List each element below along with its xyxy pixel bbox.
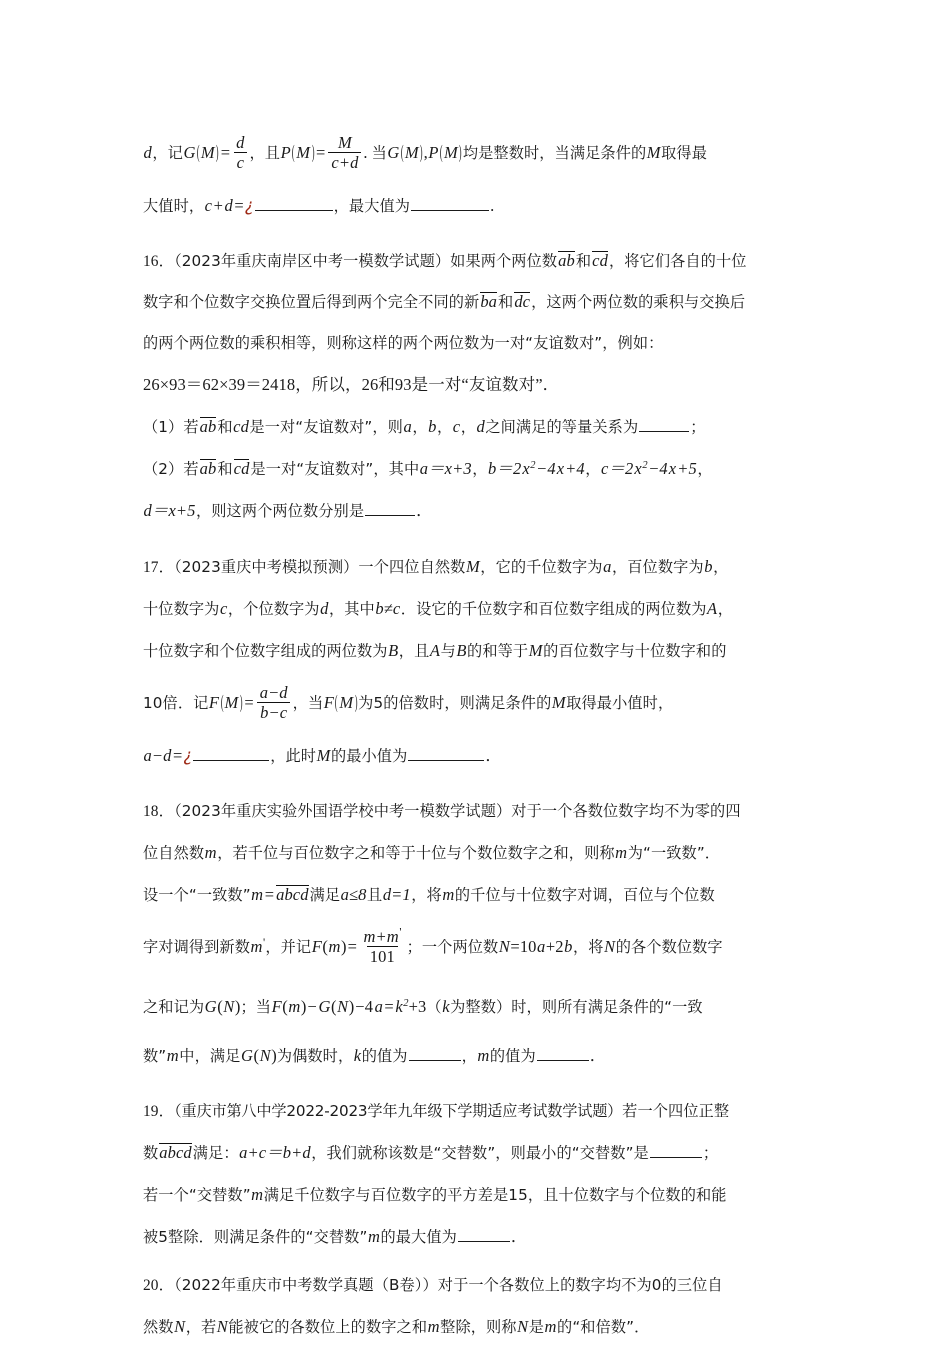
func-F: F — [271, 997, 282, 1016]
separator: , — [423, 143, 428, 162]
paren-open: ( — [439, 142, 443, 163]
text-run: 为“一致数”． — [627, 844, 721, 862]
numerator — [360, 924, 405, 946]
text-run: 的最小值为 — [330, 747, 408, 765]
text-run: 对于一个各数位数字均不为零的四 — [511, 802, 741, 820]
text-run: ，则这两个两位数分别是 — [195, 502, 365, 520]
exponent: 2 — [403, 997, 409, 1009]
question-number: 16． — [143, 253, 175, 270]
q19-line-2 — [143, 1132, 862, 1174]
comma: ， — [460, 418, 476, 436]
q18-line-6 — [143, 1035, 862, 1077]
equation-c-part: −4 — [648, 459, 668, 478]
text-run: ，当 — [292, 694, 324, 712]
paren-close: ) — [216, 142, 219, 163]
text-run: 与 — [440, 642, 456, 660]
minus: − — [307, 997, 317, 1016]
var-A: A — [707, 599, 718, 618]
paren-open: ( — [220, 692, 224, 713]
question-source: （2023重庆中考模拟预测） — [174, 558, 359, 576]
var-d: d — [224, 196, 233, 215]
condition-d-eq-1: d=1 — [382, 885, 411, 904]
comma: ， — [585, 460, 601, 478]
q16-sub-2-line-2 — [143, 490, 862, 532]
equals: = — [384, 997, 394, 1016]
answer-blank[interactable] — [365, 500, 415, 516]
var-x: x — [556, 459, 565, 478]
q17-line-2 — [143, 588, 862, 630]
var-m: m — [477, 1046, 490, 1065]
equals: = — [234, 196, 244, 215]
numerator: M — [337, 133, 352, 152]
text-run: 一个两位数 — [421, 938, 499, 956]
text-run: 数 — [143, 1144, 159, 1162]
text-run: 然数 — [143, 1318, 174, 1336]
numerator-text: m+m — [363, 927, 399, 946]
period: ． — [510, 1227, 528, 1246]
paren-open-cn: （ — [426, 998, 442, 1016]
paren-open: ( — [400, 142, 404, 163]
var-k: k — [353, 1046, 362, 1065]
question-19 — [143, 1091, 862, 1258]
red-marker: ¿ — [183, 746, 193, 765]
q18-line-2 — [143, 832, 862, 874]
var-N: N — [337, 997, 349, 1016]
answer-blank[interactable] — [255, 195, 333, 211]
text-run: 为偶数时， — [276, 1047, 354, 1065]
equation-a: a＝x+3 — [419, 459, 472, 478]
sub-question-label: （2）若 — [143, 460, 199, 478]
example-equation: 26×93＝62×39＝2418，所以，26和93是一对“友谊数对”． — [143, 375, 560, 394]
text-run: 是一对“友谊数对”，则 — [249, 418, 403, 436]
answer-blank[interactable] — [458, 1226, 510, 1242]
paren-open: ( — [292, 142, 295, 163]
equation-part: =10 — [510, 937, 537, 956]
exponent: 2 — [530, 459, 536, 471]
comma: ， — [436, 418, 453, 436]
q19-line-4 — [143, 1216, 862, 1258]
text-run: 之间满足的等量关系为 — [485, 418, 639, 436]
var-m: m — [250, 937, 263, 956]
question-20 — [143, 1265, 862, 1348]
condition-b-ne-c: b≠c — [375, 599, 401, 618]
q20-line-1 — [143, 1265, 862, 1306]
var-N: N — [498, 937, 510, 956]
denominator: c+d — [328, 152, 361, 172]
prime-mark: ' — [399, 924, 402, 939]
text-run: 数字和个位数字交换位置后得到两个完全不同的新 — [143, 293, 480, 311]
paren-close: ) — [420, 142, 423, 163]
var-x: x — [668, 459, 677, 478]
var-d: d — [320, 599, 329, 618]
question-source: （2022年重庆市中考数学真题（B卷）） — [174, 1276, 438, 1294]
text-he: 和 — [217, 418, 233, 436]
semicolon: ； — [702, 1144, 719, 1162]
question-18 — [143, 791, 862, 1077]
var-M: M — [339, 693, 354, 712]
var-a: a — [537, 937, 546, 956]
text-run: ；当 — [240, 998, 272, 1016]
fraction-d-over-c — [233, 134, 247, 173]
text-run: ，百位数字为 — [611, 558, 704, 576]
denominator: c — [234, 152, 247, 172]
question-number: 19． — [143, 1103, 175, 1120]
var-N: N — [216, 1317, 228, 1336]
func-G: G — [204, 997, 217, 1016]
var-N: N — [259, 1046, 271, 1065]
func-P: P — [428, 143, 439, 162]
text-run: 的百位数字与十位数字和的 — [543, 642, 727, 660]
q15-line-2 — [143, 185, 862, 227]
text-he: 和 — [498, 293, 514, 311]
expression-a-minus-d: a−d — [143, 746, 172, 765]
text-he: 和 — [575, 252, 592, 270]
text-run: ，且 — [398, 642, 430, 660]
var-M: M — [646, 143, 661, 162]
equation-c-part: c＝2 — [601, 459, 634, 478]
label-dang: 当 — [371, 144, 387, 162]
var-A: A — [429, 641, 441, 660]
fraction-m-plus-mprime-over-101 — [360, 924, 405, 967]
q17-line-3 — [143, 630, 862, 672]
answer-blank[interactable] — [408, 745, 484, 761]
text-run: 取得最 — [661, 144, 708, 162]
paren-open: ( — [330, 997, 337, 1016]
paren-open: ( — [335, 692, 338, 713]
text-run: 十位数字为 — [143, 600, 220, 618]
var-k: k — [395, 997, 403, 1016]
equation-b-part: −4 — [536, 459, 556, 478]
equals: = — [316, 143, 326, 162]
overline-abcd: abcd — [159, 1143, 192, 1162]
text-run: 的最大值为 — [380, 1228, 457, 1246]
var-m: m — [204, 843, 217, 862]
text-run: 取得最小值时， — [566, 694, 674, 712]
paren-close: ) — [271, 1046, 277, 1065]
var-m: m — [166, 1046, 179, 1065]
overline-ab: ab — [558, 251, 575, 270]
text-run: 之和记为 — [143, 998, 205, 1016]
text-run: ，这两个两位数的乘积与交换后 — [531, 293, 746, 311]
var-m: m — [427, 1317, 440, 1336]
text-run: 是 — [528, 1318, 544, 1336]
label-qie: 且 — [367, 886, 383, 904]
text-run: ，它的千位数字为 — [480, 558, 603, 576]
overline-cd: cd — [592, 251, 608, 270]
prime-mark: ' — [263, 934, 266, 949]
var-m: m — [328, 937, 341, 956]
var-N: N — [174, 1317, 186, 1336]
text-run: 的值为 — [489, 1047, 536, 1065]
text-run: 是一对“友谊数对”，其中 — [250, 460, 420, 478]
answer-blank[interactable] — [639, 416, 689, 432]
paren-close: ) — [300, 997, 307, 1016]
equation-c-part: +5 — [677, 459, 697, 478]
equals: = — [244, 693, 254, 712]
label-qie: 且 — [264, 144, 281, 162]
text-run: 大值时， — [143, 197, 205, 215]
question-source: （2023年重庆南岸区中考一模数学试题） — [174, 252, 451, 270]
text-run: 的和等于 — [467, 642, 529, 660]
denominator: b−c — [257, 702, 290, 722]
q17-line-5 — [143, 735, 862, 777]
comma: ， — [697, 460, 713, 478]
var-m: m — [251, 885, 264, 904]
text-run: 满足： — [192, 1144, 239, 1162]
var-M: M — [316, 746, 331, 765]
numerator: d — [236, 133, 245, 152]
text-run: 整除，则称 — [440, 1318, 517, 1336]
var-x: x — [522, 459, 530, 478]
text-run: ，我们就称该数是“交替数”，则最小的“交替数”是 — [311, 1144, 649, 1162]
comma: ， — [713, 558, 729, 576]
var-b: b — [704, 557, 713, 576]
overline-cd: cd — [233, 459, 250, 478]
text-run: ，若千位与百位数字之和等于十位与个数位数字之和，则称 — [217, 844, 615, 862]
text-run: 一个四位自然数 — [358, 558, 466, 576]
func-G: G — [387, 143, 400, 162]
q16-line-3 — [143, 323, 862, 364]
period: ． — [416, 501, 433, 520]
var-B: B — [388, 641, 399, 660]
var-m: m — [442, 885, 455, 904]
minus-4: −4 — [355, 997, 374, 1016]
paren-close: ) — [459, 142, 462, 163]
overline-ab: ab — [199, 459, 217, 478]
func-G: G — [318, 997, 331, 1016]
period: . — [490, 196, 495, 215]
equals: = — [264, 885, 275, 904]
var-M: M — [528, 641, 543, 660]
text-run: ，个位数字为 — [227, 600, 320, 618]
question-number: 17． — [143, 559, 175, 576]
text-run: 的“和倍数”． — [557, 1318, 650, 1336]
var-cd: cd — [233, 417, 249, 436]
text-run: 为整数）时，则所有满足条件的“一致 — [450, 998, 703, 1016]
question-15-tail — [143, 122, 862, 227]
sub-question-label: （1）若 — [143, 418, 199, 436]
var-N: N — [223, 997, 235, 1016]
text-run: 的两个两位数的乘积相等，则称这样的两个两位数为一对“友谊数对”，例如： — [143, 334, 664, 352]
q18-line-1 — [143, 791, 862, 832]
func-G: G — [240, 1046, 253, 1065]
period: ． — [589, 1046, 607, 1065]
question-source: （2023年重庆实验外国语学校中考一模数学试题） — [174, 802, 512, 820]
var-m: m — [288, 997, 301, 1016]
text-run: 满足千位数字与百位数字的平方差是15，且十位数字与个位数的和能 — [263, 1186, 727, 1204]
var-M: M — [444, 143, 458, 162]
text-run: 的千位与十位数字对调，百位与个位数 — [454, 886, 715, 904]
paren-open: ( — [196, 142, 200, 163]
var-c: c — [219, 599, 228, 618]
condition-a-le-8: a≤8 — [340, 885, 367, 904]
paren-open: ( — [253, 1046, 260, 1065]
text-run: ，将 — [573, 938, 604, 956]
text-run: 如果两个两位数 — [450, 252, 558, 270]
equals: = — [347, 937, 358, 956]
var-x: x — [634, 459, 642, 478]
text-run: 设一个“一致数” — [143, 886, 251, 904]
var-b: b — [564, 937, 573, 956]
q17-line-4 — [143, 672, 862, 735]
paren-open: ( — [322, 937, 328, 956]
text-run: ，并记 — [265, 938, 312, 956]
equals: = — [220, 143, 231, 162]
paren-open: ( — [282, 997, 288, 1016]
var-k: k — [442, 997, 450, 1016]
var-d: d — [476, 417, 485, 436]
text-run: 被5整除．则满足条件的“交替数” — [143, 1228, 368, 1246]
comma: ， — [461, 1047, 477, 1065]
q15-line-1 — [143, 122, 862, 185]
var-c: c — [204, 196, 213, 215]
text-run: 若一个“交替数” — [143, 1186, 251, 1204]
var-d: d — [143, 143, 152, 162]
text-run: 的各个数位数字 — [615, 938, 723, 956]
red-marker: ¿ — [244, 196, 254, 215]
answer-blank[interactable] — [411, 195, 489, 211]
text-run: 对于一个各数位上的数字均不为0的三位自 — [437, 1276, 723, 1294]
text-he: 和 — [217, 460, 233, 478]
label-ji: 记 — [167, 144, 183, 162]
overline-ab: ab — [199, 417, 217, 436]
q16-line-4 — [143, 364, 862, 406]
text-run: ，其中 — [328, 600, 375, 618]
var-m: m — [544, 1317, 557, 1336]
question-source: （重庆市第八中学2022-2023学年九年级下学期适应考试数学试题） — [174, 1102, 623, 1120]
var-N: N — [517, 1317, 529, 1336]
func-F: F — [323, 693, 334, 712]
equation-alternating: a+c＝b+d — [239, 1143, 311, 1162]
text-run: 均是整数时，当满足条件的 — [462, 144, 647, 162]
fraction-a-minus-d-over-b-minus-c — [257, 684, 291, 723]
text-run: 为5的倍数时，则满足条件的 — [358, 694, 552, 712]
question-16 — [143, 241, 862, 532]
var-M: M — [224, 693, 239, 712]
numerator: a−d — [259, 683, 288, 702]
text-run: ，若 — [185, 1318, 217, 1336]
answer-blank[interactable] — [409, 1045, 461, 1061]
var-c: c — [452, 417, 461, 436]
period: ． — [485, 746, 502, 765]
paren-close: ) — [239, 692, 243, 713]
paren-close: ) — [348, 997, 355, 1016]
text-run: 能被它的各数位上的数字之和 — [228, 1318, 428, 1336]
answer-blank[interactable] — [650, 1142, 702, 1158]
paren-close: ) — [354, 692, 358, 713]
paren-close: ) — [341, 937, 347, 956]
text-run: 数” — [143, 1047, 167, 1065]
paren-close: ) — [234, 997, 241, 1016]
text-run: 十位数字和个位数字组成的两位数为 — [143, 642, 388, 660]
func-F: F — [311, 937, 322, 956]
q18-line-3 — [143, 874, 862, 916]
var-M: M — [200, 143, 215, 162]
answer-blank[interactable] — [193, 745, 269, 761]
q18-line-5 — [143, 979, 862, 1035]
fraction-M-over-c-plus-d — [328, 134, 361, 173]
plus: + — [213, 196, 223, 215]
func-P: P — [280, 143, 291, 162]
q19-line-1 — [143, 1091, 862, 1132]
var-M: M — [296, 143, 311, 162]
paren-open: ( — [217, 997, 223, 1016]
question-17 — [143, 546, 862, 777]
text-run: ，此时 — [270, 747, 317, 765]
equation-b-part: b＝2 — [488, 459, 522, 478]
var-a: a — [603, 557, 612, 576]
q20-line-2 — [143, 1306, 862, 1348]
var-m: m — [251, 1185, 264, 1204]
func-F: F — [208, 693, 220, 712]
comma: ， — [152, 144, 168, 162]
question-number: 20． — [143, 1277, 175, 1294]
text-run: 10倍．记 — [143, 694, 209, 712]
answer-blank[interactable] — [537, 1045, 589, 1061]
exponent: 2 — [642, 459, 648, 471]
overline-abcd: abcd — [276, 885, 309, 904]
paren-close: ) — [311, 142, 315, 163]
q16-sub-1 — [143, 406, 862, 448]
overline-ba: ba — [480, 292, 498, 311]
text-run: 字对调得到新数 — [143, 938, 251, 956]
var-B: B — [456, 641, 467, 660]
q18-line-4 — [143, 916, 862, 979]
q16-line-1 — [143, 241, 862, 282]
var-a: a — [374, 997, 383, 1016]
var-b: b — [428, 417, 437, 436]
overline-dc: dc — [514, 292, 531, 311]
var-m: m — [615, 843, 628, 862]
var-a: a — [403, 417, 412, 436]
semicolon: ； — [690, 418, 706, 436]
text-run: ，将它们各自的十位 — [608, 252, 747, 270]
semicolon: ； — [406, 938, 422, 956]
q19-line-3 — [143, 1174, 862, 1216]
period: . — [363, 143, 368, 162]
var-M: M — [404, 143, 419, 162]
text-run: ．设它的千位数字和百位数字组成的两位数为 — [400, 600, 707, 618]
text-run: ，将 — [411, 886, 442, 904]
var-N: N — [604, 937, 616, 956]
denominator: 101 — [367, 946, 398, 966]
comma: ， — [472, 460, 488, 478]
equation-b-part: +4 — [565, 459, 585, 478]
comma: ， — [717, 600, 734, 618]
text-run: 若一个四位正整 — [622, 1102, 730, 1120]
equals: = — [172, 746, 183, 765]
text-run: 位自然数 — [143, 844, 205, 862]
var-M: M — [465, 557, 480, 576]
q16-line-2 — [143, 282, 862, 323]
text-run: 满足 — [309, 886, 341, 904]
text-run: 的值为 — [361, 1047, 408, 1065]
text-run: ，最大值为 — [333, 197, 411, 215]
question-number: 18． — [143, 803, 175, 820]
comma: ， — [412, 418, 428, 436]
var-M: M — [551, 693, 566, 712]
text-run: 中，满足 — [179, 1047, 241, 1065]
func-G: G — [183, 143, 196, 162]
q17-line-1 — [143, 546, 862, 588]
comma: ， — [249, 144, 265, 162]
plus-3: +3 — [408, 997, 427, 1016]
var-m: m — [367, 1227, 380, 1246]
equation-d: d＝x+5 — [143, 501, 196, 520]
q16-sub-2-line-1 — [143, 448, 862, 490]
equation-part: +2 — [545, 937, 564, 956]
